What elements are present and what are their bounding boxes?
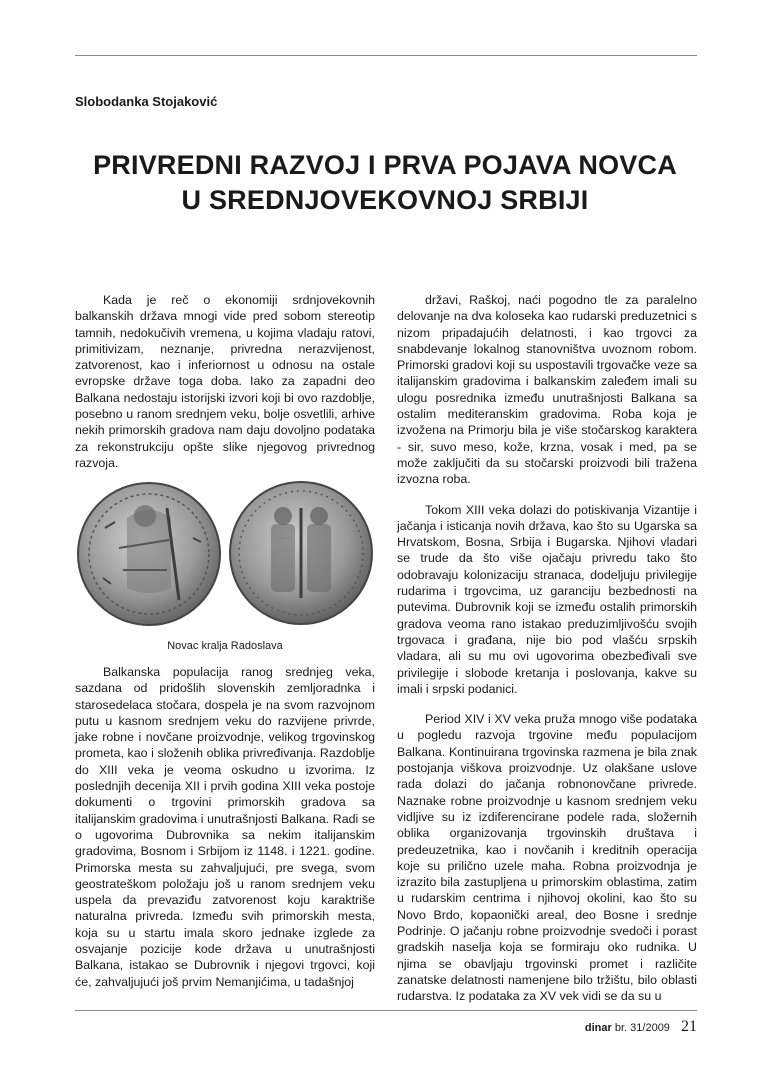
title-line-2: U SREDNJOVEKOVNOJ SRBIJI — [181, 185, 589, 215]
left-column-bottom — [75, 664, 375, 990]
right-column — [397, 292, 697, 1004]
paragraph: Tokom XIII veka dolazi do potiskivanja Vizantije i jačanja i isticanja novih država, kao što su Ugarska sa Hrvatskom, Bosna, Srbija i Bugarska. Njihovi vladari se trude da što više ojačaju privredu tako što odobravaju kolonizaciju stranaca, dodeljuju privilegije rudarima i trgovcima, uz garanciju bezbednosti na putevima. Dubrovnik koji se između ostalih primorskih gradova veoma rano istakao preduzimljivošću svojih trgovaca i građana, nije bio pod vlašću srpskih vladara, ali su mu ovi ugovorima obezbeđivali sve privilegije i slobode kretanja i poslovanja, kakve su imali i srpski podanici. — [397, 502, 697, 696]
top-rule — [75, 55, 697, 56]
page-number: 21 — [681, 1018, 697, 1035]
coin-obverse — [78, 483, 220, 625]
issue-number: br. 31/2009 — [614, 1022, 670, 1034]
paragraph: Balkanska populacija ranog srednjeg veka, sazdana od pridošlih slovenskih zemljoradnka i starosedelaca stočara, dospela je na svom razvojnom putu u kasnom srednjem veku do razvijene privrde, jake robne i novčane proizvodnje, velikog trgovinskog prometa, kao i složenih oblika privređivanja. Razdoblje do XIII veka je veoma oskudno u izvorima. Iz poslednjih decenija XII i prvih godina XIII veka postoje dokumenti o trgovini primorskih gradova sa italijanskim gradovima i unutrašnjosti Balkana. Radi se o ugovorima Dubrovnika sa nekim italijanskim gradovima, Bosnom i Srbijom iz 1148. i 1221. godine. Primorska mesta su zahvaljujući, pre svega, svom geostrateškom položaju još u ranom srednjem veku uspela da prevaziđu zatvorenost koju karaktriše naturalna privreda. Između svih primorskih mesta, koja su u startu imala skoro jednake izglede za osvajanje pozicije kode država u unutrašnjosti Balkana, istakao se Dubrovnik i njegovi trgovci, koji će, zahvaljujući još prvim Nemanjićima, u tadašnjoj — [75, 665, 375, 989]
bottom-rule — [75, 1010, 697, 1011]
title-line-1: PRIVREDNI RAZVOJ I PRVA POJAVA NOVCA — [93, 150, 677, 180]
coin-photo — [75, 478, 375, 628]
page-footer — [585, 1018, 697, 1036]
author-name: Slobodanka Stojaković — [75, 94, 218, 109]
paragraph: Kada je reč o ekonomiji srdnjovekovnih balkanskih država mnogi vide pred sobom stereotip tamnih, nedokučivih vremena, u kojima vladaju ratovi, primitivizam, neznanje, privredna nerazvijenost, zatvorenost, kao i inferiornost u odnosu na ostale evropske države toga doba. Iako za zapadni deo Balkana nedostaju istorijski izvori koji bi ovo razdoblje, posebno u ranom srednjem veku, bolje osvetlili, arhive nekih primorskih gradova nam daju dovoljno podataka za rekonstrukciju opšte slike njegovog privrednog razvoja. — [75, 293, 375, 470]
paragraph: državi, Raškoj, naći pogodno tle za paralelno delovanje na dva koloseka kao rudarski preduzetnici s nizom pripadajućih delatnosti, i kao trgovci za snabdevanje lokalnog stanovništva uvoznom robom. Primorski gradovi koji su uspostavili trgovačke veze sa italijanskim gradovima i balkanskim zaleđem imali su ulogu posrednika između unutrašnjosti Balkana sa ostalim mediteranskim gradovima. Roba koja je izvožena na Primorju bila je više stočarskog karaktera - sir, suvo meso, kože, krzna, vosak i med, pa se može zaključiti da su stočarski proizvodi bili tražena izvozna roba. — [397, 293, 697, 487]
paragraph: Period XIV i XV veka pruža mnogo više podataka u pogledu razvoja trgovine među populacijom Balkana. Kontinuirana trgovinska razmena je bila znak postojanja viškova proizvodnje. Uz olakšane uslove rada dolazi do jačanja robnonovčane privrede. Naznake robne proizvodnje u kasnom srednjem veku vidljive su iz izdiferencirane podele rada, složernih oblika organizovanja trgovinskih društava i predeuzetnika, kao i novčanih i kreditnih operacija koje su prilično uzele maha. Robna proizvodnja je izrazito bila zastupljena u primorskim oblastima, zatim u rudarskim centrima i njihovoj okolini, kao što su Novo Brdo, kopaonički areal, deo Bosne i srednje Podrinje. O jačanju robne proizvodnje svedoči i porast gradskih naselja koja se formiraju oko rudnika. U njima se obavljaju trgovinski promet i različite zanatske delatnosti namenjene bilo tržištu, bilo oblasti rudarstva. Iz podataka za XV vek vidi se da su u — [397, 712, 697, 1004]
coin-reverse — [230, 482, 372, 624]
magazine-brand: dinar — [584, 1022, 612, 1034]
left-column-top — [75, 292, 375, 471]
article-title — [60, 148, 710, 218]
figure-caption: Novac kralja Radoslava — [167, 640, 283, 652]
